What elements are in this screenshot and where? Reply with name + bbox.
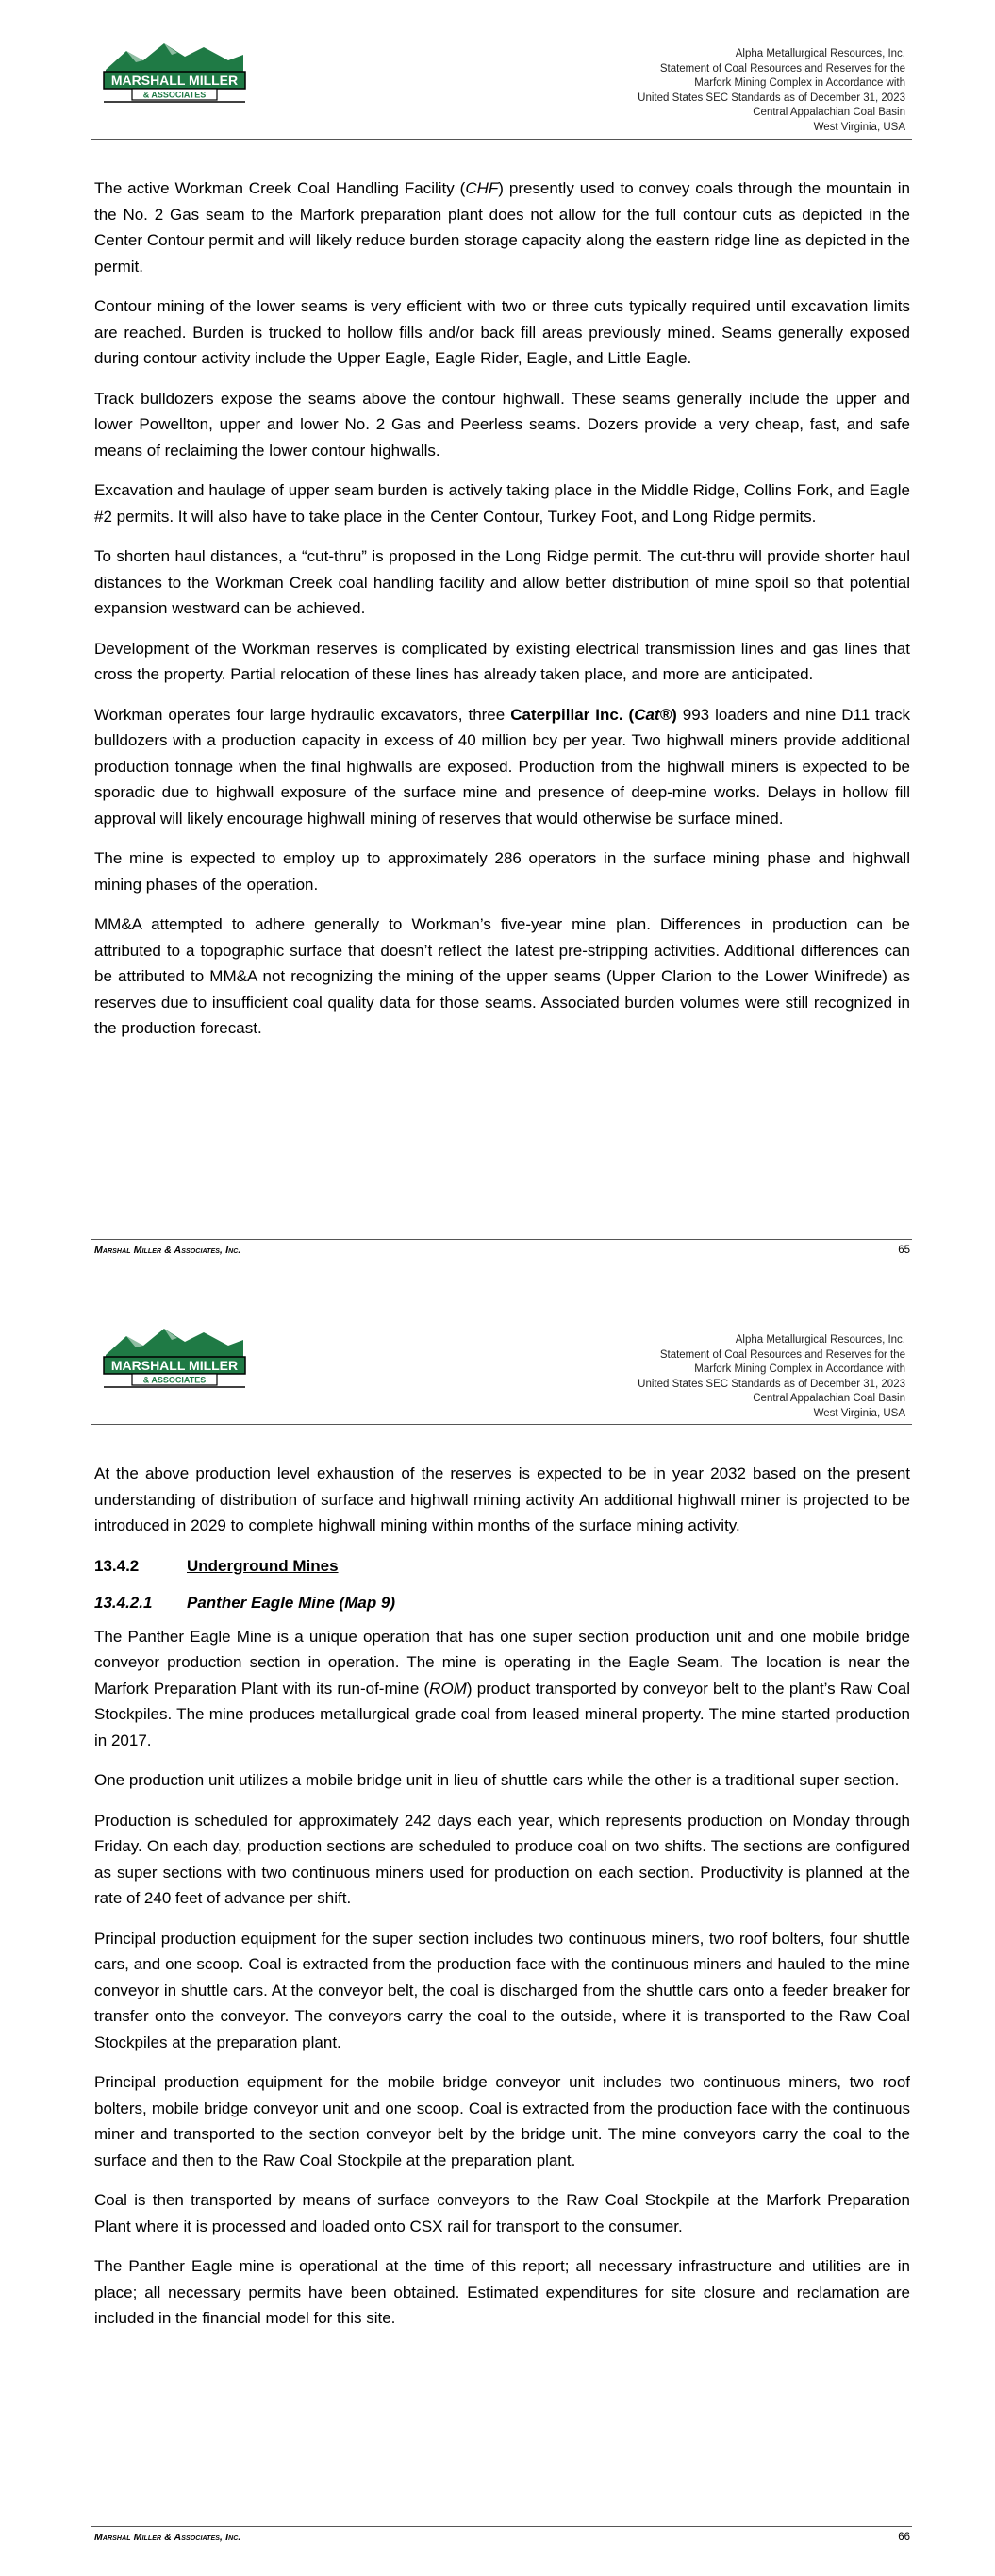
header-company: Alpha Metallurgical Resources, Inc. bbox=[735, 48, 905, 59]
page-66 bbox=[0, 1302, 995, 2576]
document-header bbox=[638, 1333, 905, 1421]
logo-sub-text: & ASSOCIATES bbox=[142, 1375, 207, 1385]
header-company: Alpha Metallurgical Resources, Inc. bbox=[735, 1334, 905, 1346]
subsection-heading bbox=[94, 1590, 910, 1616]
marshall-miller-logo bbox=[98, 1325, 251, 1395]
header-line-6: West Virginia, USA bbox=[813, 121, 905, 133]
subsection-number: 13.4.2.1 bbox=[94, 1594, 153, 1612]
page-number: 65 bbox=[898, 1245, 910, 1256]
header-line-5: Central Appalachian Coal Basin bbox=[753, 107, 905, 118]
paragraph: The active Workman Creek Coal Handling Facility (CHF) presently used to convey coals through the mountain in the No. 2 Gas seam to the Marfork preparation plant does not allow for the full contour cuts as depicted in the Center Contour permit and will likely reduce burden storage capacity along the eastern ridge line as depicted in the permit. bbox=[94, 179, 911, 276]
section-heading bbox=[94, 1553, 910, 1580]
header-line-4: United States SEC Standards as of December 31, 2023 bbox=[638, 92, 905, 104]
header-line-2: Statement of Coal Resources and Reserves for the bbox=[659, 1348, 905, 1361]
logo-main-text: MARSHALL MILLER bbox=[110, 73, 239, 88]
header-line-3: Marfork Mining Complex in Accordance with bbox=[694, 1363, 905, 1375]
header-divider bbox=[91, 1424, 912, 1425]
footer-company: Marshal Miller & Associates, Inc. bbox=[94, 2532, 241, 2543]
header-line-5: Central Appalachian Coal Basin bbox=[753, 1393, 905, 1404]
page-body bbox=[94, 1461, 910, 2346]
paragraph: Track bulldozers expose the seams above the contour highwall. These seams generally include the upper and lower Powellton, upper and lower No. 2 Gas and Peerless seams. Dozers provide a very cheap, fast, and safe means of reclaiming the lower contour highwalls. bbox=[94, 389, 910, 460]
paragraph: The mine is expected to employ up to approximately 286 operators in the surface mining phase and highwall mining phases of the operation. bbox=[94, 849, 910, 894]
footer-company: Marshal Miller & Associates, Inc. bbox=[94, 1245, 241, 1256]
paragraph: Production is scheduled for approximately 242 days each year, which represents production on Monday through Friday. On each day, production sections are scheduled to produce coal on two shifts. The sections are configured as super sections with two continuous miners used for production on each section. Productivity is planned at the rate of 240 feet of advance per shift. bbox=[94, 1811, 910, 1907]
header-line-6: West Virginia, USA bbox=[813, 1407, 905, 1419]
paragraph: Coal is then transported by means of surface conveyors to the Raw Coal Stockpile at the Marfork Preparation Plant where it is processed and loaded onto CSX rail for transport to the consumer. bbox=[94, 2191, 910, 2235]
paragraph: The Panther Eagle Mine is a unique operation that has one super section production unit and one mobile bridge conveyor production section in operation. The mine is operating in the Eagle Seam. The location is near the Marfork Preparation Plant with its run-of-mine (ROM) product transported by conveyor belt to the plant’s Raw Coal Stockpiles. The mine produces metallurgical grade coal from leased mineral property. The mine started production in 2017. bbox=[94, 1627, 910, 1749]
paragraph: Excavation and haulage of upper seam burden is actively taking place in the Middle Ridge, Collins Fork, and Eagle #2 permits. It will also have to take place in the Center Contour, Turkey Foot, and Long Ridge permits. bbox=[94, 481, 910, 526]
footer-divider bbox=[91, 2526, 912, 2527]
logo-sub-text: & ASSOCIATES bbox=[142, 90, 207, 100]
paragraph: Principal production equipment for the mobile bridge conveyor unit includes two continuous miners, two roof bolters, mobile bridge conveyor unit and one scoop. Coal is extracted from the production face with the continuous miner and transported to the section conveyor belt by the bridge unit. The mine conveyors carry the coal to the surface and then to the Raw Coal Stockpile at the preparation plant. bbox=[94, 2073, 910, 2169]
paragraph: Contour mining of the lower seams is very efficient with two or three cuts typically required until excavation limits are reached. Burden is trucked to hollow fills and/or back fill areas previously mined. Seams generally exposed during contour activity include the Upper Eagle, Eagle Rider, Eagle, and Little Eagle. bbox=[94, 297, 910, 367]
marshall-miller-logo bbox=[98, 40, 251, 109]
paragraph: The Panther Eagle mine is operational at the time of this report; all necessary infrastructure and utilities are in place; all necessary permits have been obtained. Estimated expenditures for site closure and reclamation are included in the financial model for this site. bbox=[94, 2257, 910, 2327]
page-body bbox=[94, 176, 910, 1056]
logo-main-text: MARSHALL MILLER bbox=[110, 1358, 239, 1373]
paragraph: One production unit utilizes a mobile bridge unit in lieu of shuttle cars while the other is a traditional super section. bbox=[94, 1771, 900, 1789]
page-number: 66 bbox=[898, 2532, 910, 2543]
header-line-4: United States SEC Standards as of December 31, 2023 bbox=[638, 1378, 905, 1390]
paragraph: At the above production level exhaustion of the reserves is expected to be in year 2032 based on the present understanding of distribution of surface and highwall mining activity An additional highwall miner is projected to be introduced in 2029 to complete highwall mining within months of the surface mining activity. bbox=[94, 1464, 910, 1534]
subsection-title: Panther Eagle Mine (Map 9) bbox=[187, 1594, 396, 1612]
section-title: Underground Mines bbox=[187, 1556, 339, 1575]
header-divider bbox=[91, 139, 912, 140]
section-number: 13.4.2 bbox=[94, 1556, 140, 1575]
footer-divider bbox=[91, 1239, 912, 1240]
header-line-3: Marfork Mining Complex in Accordance with bbox=[694, 77, 905, 89]
document-header bbox=[638, 47, 905, 135]
paragraph: MM&A attempted to adhere generally to Workman’s five-year mine plan. Differences in production can be attributed to a topographic surface that doesn’t reflect the latest pre-stripping activities. Additional differences can be attributed to MM&A not recognizing the mining of the upper seams (Upper Clarion to the Lower Winifrede) as reserves due to insufficient coal quality data for those seams. Associated burden volumes were still recognized in the production forecast. bbox=[94, 915, 910, 1037]
paragraph: Principal production equipment for the super section includes two continuous miners, two roof bolters, four shuttle cars, and one scoop. Coal is extracted from the production face with the continuous miners and hauled to the mine conveyor in shuttle cars. At the conveyor belt, the coal is discharged from the shuttle cars onto a feeder breaker for transfer onto the conveyor. The conveyors carry the coal to the outside, where it is transported to the Raw Coal Stockpiles at the preparation plant. bbox=[94, 1929, 910, 2051]
header-line-2: Statement of Coal Resources and Reserves for the bbox=[659, 62, 905, 75]
paragraph: Development of the Workman reserves is complicated by existing electrical transmission lines and gas lines that cross the property. Partial relocation of these lines has already taken place, and more are anticipated. bbox=[94, 639, 910, 683]
paragraph: To shorten haul distances, a “cut-thru” is proposed in the Long Ridge permit. The cut-thru will provide shorter haul distances to the Workman Creek coal handling facility and allow better distribution of mine spoil so that potential expansion westward can be achieved. bbox=[94, 547, 910, 617]
paragraph: Workman operates four large hydraulic excavators, three Caterpillar Inc. (Cat®) 993 loaders and nine D11 track bulldozers with a production capacity in excess of 40 million bcy per year. Two highwall miners provide additional production tonnage when the final highwalls are exposed. Production from the highwall miners is expected to be sporadic due to highwall exposure of the surface mine and presence of deep-mine works. Delays in hollow fill approval will likely encourage highwall mining of reserves that would otherwise be surface mined. bbox=[94, 705, 911, 828]
